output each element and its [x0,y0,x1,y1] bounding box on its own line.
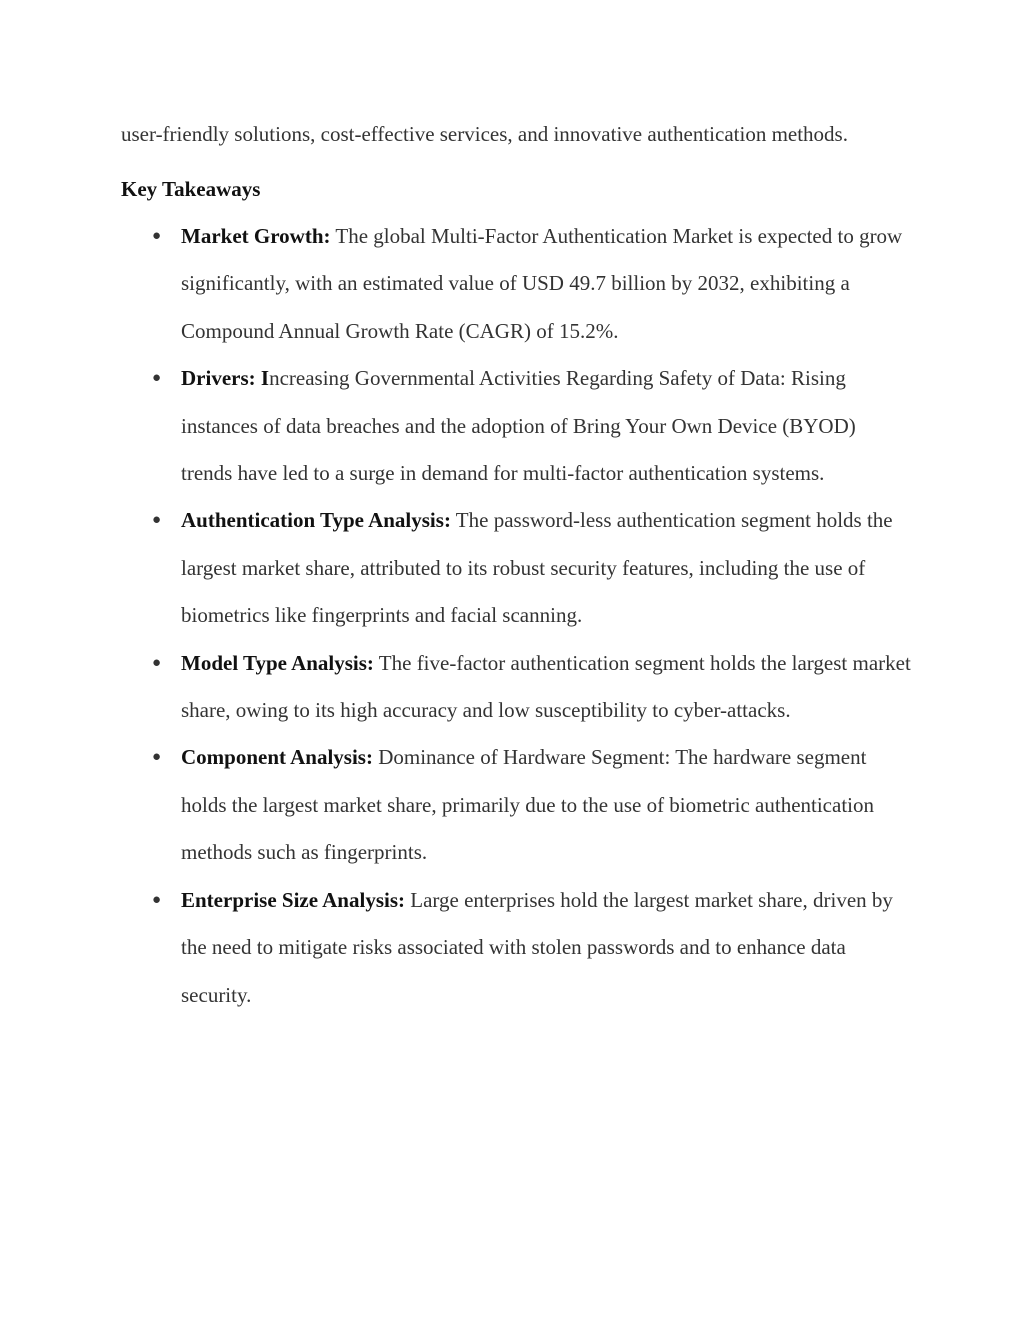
document-page [121,118,911,1019]
bullet-icon: ● [152,891,162,908]
item-text: The five-factor authentication segment holds the largest market share, owing to its high accuracy and low susceptibility to cyber-attacks. [181,650,911,723]
key-takeaways-heading: Key Takeaways [121,177,261,201]
list-item-drivers [152,355,911,497]
item-text: ncreasing Governmental Activities Regarding Safety of Data: Rising instances of data breaches and the adoption of Bring Your Own Device (BYOD) trends have led to a surge in demand for multi-factor authentication systems. [181,366,856,486]
list-item-market-growth [152,213,911,355]
item-term: Model Type Analysis: [181,650,374,675]
item-term: Drivers: I [181,366,270,391]
item-term: Market Growth: [181,224,331,248]
bullet-icon: ● [152,749,162,766]
item-text: Dominance of Hardware Segment: The hardware segment holds the largest market share, primarily due to the use of biometric authentication methods such as fingerprints. [181,745,874,865]
takeaways-list [121,213,911,1019]
list-item-component [152,734,911,876]
intro-paragraph: user-friendly solutions, cost-effective services, and innovative authentication methods. [121,122,848,146]
item-term: Component Analysis: [181,745,373,770]
bullet-icon: ● [152,512,162,529]
item-term: Authentication Type Analysis: [181,508,451,533]
list-item-enterprise-size [152,877,911,1019]
list-item-authentication-type [152,497,911,639]
item-text: The password-less authentication segment holds the largest market share, attributed to its robust security features, including the use of biometrics like fingerprints and facial scanning. [181,508,893,628]
item-term: Enterprise Size Analysis: [181,887,405,912]
list-item-model-type [152,640,911,735]
bullet-icon: ● [152,654,162,671]
item-text: The global Multi-Factor Authentication Market is expected to grow significantly, with an estimated value of USD 49.7 billion by 2032, exhibiting a Compound Annual Growth Rate (CAGR) of 15.2%. [181,224,903,343]
item-text: Large enterprises hold the largest market share, driven by the need to mitigate risks associated with stolen passwords and to enhance data security. [181,887,893,1007]
bullet-icon: ● [152,370,162,387]
bullet-icon: ● [152,228,162,244]
